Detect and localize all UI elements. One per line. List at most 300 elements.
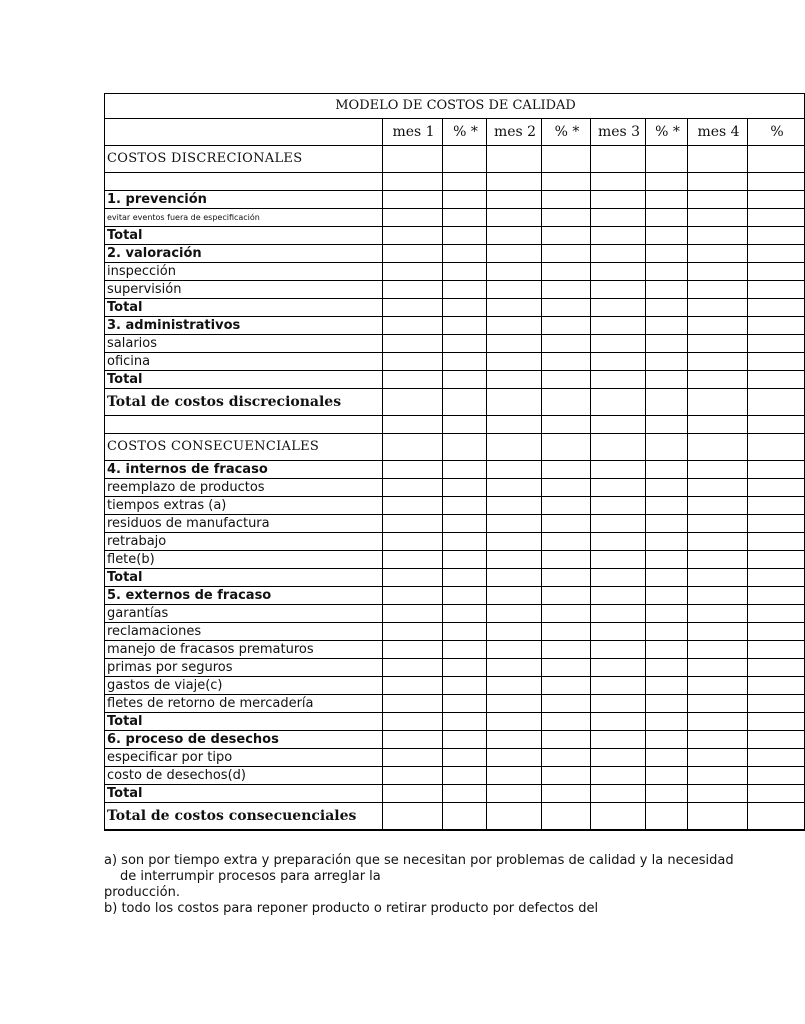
value-cell bbox=[646, 263, 688, 281]
value-cell bbox=[748, 551, 805, 569]
value-cell bbox=[443, 731, 487, 749]
value-cell bbox=[487, 533, 542, 551]
value-cell bbox=[383, 497, 443, 515]
value-cell bbox=[688, 785, 748, 803]
column-header: % * bbox=[542, 119, 591, 146]
row-label: 3. administrativos bbox=[105, 317, 383, 335]
value-cell bbox=[646, 209, 688, 227]
value-cell bbox=[646, 389, 688, 416]
value-cell bbox=[487, 299, 542, 317]
value-cell bbox=[542, 416, 591, 434]
value-cell bbox=[487, 623, 542, 641]
value-cell bbox=[688, 533, 748, 551]
value-cell bbox=[748, 209, 805, 227]
value-cell bbox=[748, 353, 805, 371]
value-cell bbox=[591, 731, 646, 749]
value-cell bbox=[646, 191, 688, 209]
value-cell bbox=[688, 803, 748, 831]
value-cell bbox=[646, 497, 688, 515]
value-cell bbox=[688, 245, 748, 263]
row-label: costo de desechos(d) bbox=[105, 767, 383, 785]
value-cell bbox=[487, 353, 542, 371]
value-cell bbox=[646, 803, 688, 831]
value-cell bbox=[487, 191, 542, 209]
value-cell bbox=[383, 767, 443, 785]
value-cell bbox=[487, 713, 542, 731]
value-cell bbox=[487, 389, 542, 416]
value-cell bbox=[542, 785, 591, 803]
value-cell bbox=[542, 659, 591, 677]
table-row bbox=[105, 479, 805, 497]
value-cell bbox=[542, 551, 591, 569]
value-cell bbox=[646, 245, 688, 263]
value-cell bbox=[443, 533, 487, 551]
table-row bbox=[105, 317, 805, 335]
value-cell bbox=[542, 173, 591, 191]
value-cell bbox=[443, 749, 487, 767]
column-header: mes 3 bbox=[591, 119, 646, 146]
value-cell bbox=[443, 227, 487, 245]
row-label: oficina bbox=[105, 353, 383, 371]
value-cell bbox=[591, 371, 646, 389]
row-label: 6. proceso de desechos bbox=[105, 731, 383, 749]
value-cell bbox=[748, 587, 805, 605]
footnote-b-line1: b) todo los costos para reponer producto o retirar producto por defectos del bbox=[104, 901, 599, 916]
table-row bbox=[105, 731, 805, 749]
value-cell bbox=[748, 299, 805, 317]
value-cell bbox=[748, 281, 805, 299]
value-cell bbox=[748, 803, 805, 831]
row-label: primas por seguros bbox=[105, 659, 383, 677]
value-cell bbox=[383, 569, 443, 587]
value-cell bbox=[542, 623, 591, 641]
value-cell bbox=[591, 245, 646, 263]
value-cell bbox=[688, 677, 748, 695]
table-row bbox=[105, 785, 805, 803]
value-cell bbox=[591, 551, 646, 569]
table-row bbox=[105, 335, 805, 353]
table-row bbox=[105, 767, 805, 785]
value-cell bbox=[688, 587, 748, 605]
value-cell bbox=[487, 173, 542, 191]
row-label: 2. valoración bbox=[105, 245, 383, 263]
value-cell bbox=[542, 281, 591, 299]
value-cell bbox=[443, 299, 487, 317]
value-cell bbox=[748, 479, 805, 497]
value-cell bbox=[748, 263, 805, 281]
value-cell bbox=[487, 245, 542, 263]
value-cell bbox=[542, 731, 591, 749]
value-cell bbox=[748, 146, 805, 173]
value-cell bbox=[487, 767, 542, 785]
value-cell bbox=[383, 479, 443, 497]
value-cell bbox=[487, 785, 542, 803]
row-label: COSTOS DISCRECIONALES bbox=[105, 146, 383, 173]
value-cell bbox=[646, 479, 688, 497]
value-cell bbox=[542, 533, 591, 551]
value-cell bbox=[748, 569, 805, 587]
value-cell bbox=[748, 605, 805, 623]
cost-model-table bbox=[104, 93, 805, 831]
value-cell bbox=[383, 731, 443, 749]
value-cell bbox=[591, 533, 646, 551]
value-cell bbox=[443, 281, 487, 299]
value-cell bbox=[591, 587, 646, 605]
value-cell bbox=[443, 623, 487, 641]
value-cell bbox=[443, 317, 487, 335]
value-cell bbox=[383, 209, 443, 227]
value-cell bbox=[646, 317, 688, 335]
value-cell bbox=[688, 209, 748, 227]
value-cell bbox=[688, 605, 748, 623]
row-label: reemplazo de productos bbox=[105, 479, 383, 497]
value-cell bbox=[443, 191, 487, 209]
value-cell bbox=[688, 569, 748, 587]
value-cell bbox=[487, 263, 542, 281]
value-cell bbox=[688, 173, 748, 191]
table-row bbox=[105, 416, 805, 434]
value-cell bbox=[591, 146, 646, 173]
value-cell bbox=[383, 227, 443, 245]
value-cell bbox=[487, 659, 542, 677]
value-cell bbox=[646, 749, 688, 767]
value-cell bbox=[443, 713, 487, 731]
value-cell bbox=[542, 263, 591, 281]
value-cell bbox=[591, 605, 646, 623]
value-cell bbox=[443, 605, 487, 623]
row-label bbox=[105, 416, 383, 434]
value-cell bbox=[591, 173, 646, 191]
table-row bbox=[105, 245, 805, 263]
row-label: Total bbox=[105, 299, 383, 317]
value-cell bbox=[748, 515, 805, 533]
value-cell bbox=[487, 695, 542, 713]
row-label bbox=[105, 173, 383, 191]
value-cell bbox=[591, 785, 646, 803]
value-cell bbox=[646, 731, 688, 749]
table-row bbox=[105, 677, 805, 695]
value-cell bbox=[591, 623, 646, 641]
value-cell bbox=[591, 209, 646, 227]
value-cell bbox=[748, 434, 805, 461]
value-cell bbox=[443, 245, 487, 263]
value-cell bbox=[383, 146, 443, 173]
row-label: tiempos extras (a) bbox=[105, 497, 383, 515]
value-cell bbox=[591, 317, 646, 335]
value-cell bbox=[591, 497, 646, 515]
value-cell bbox=[542, 587, 591, 605]
value-cell bbox=[542, 497, 591, 515]
value-cell bbox=[487, 641, 542, 659]
table-row bbox=[105, 389, 805, 416]
value-cell bbox=[542, 353, 591, 371]
value-cell bbox=[591, 191, 646, 209]
value-cell bbox=[748, 389, 805, 416]
row-label: Total bbox=[105, 713, 383, 731]
value-cell bbox=[646, 335, 688, 353]
table-row bbox=[105, 749, 805, 767]
row-label: COSTOS CONSECUENCIALES bbox=[105, 434, 383, 461]
header-label-cell bbox=[105, 119, 383, 146]
footnotes bbox=[104, 853, 768, 917]
value-cell bbox=[542, 695, 591, 713]
value-cell bbox=[688, 371, 748, 389]
value-cell bbox=[542, 245, 591, 263]
value-cell bbox=[748, 641, 805, 659]
value-cell bbox=[487, 209, 542, 227]
value-cell bbox=[688, 434, 748, 461]
table-row bbox=[105, 299, 805, 317]
value-cell bbox=[688, 731, 748, 749]
value-cell bbox=[688, 461, 748, 479]
table-row bbox=[105, 209, 805, 227]
value-cell bbox=[688, 749, 748, 767]
value-cell bbox=[443, 353, 487, 371]
value-cell bbox=[748, 785, 805, 803]
value-cell bbox=[646, 659, 688, 677]
value-cell bbox=[542, 677, 591, 695]
footnote-a-line2: de interrumpir procesos para arreglar la bbox=[120, 869, 381, 884]
value-cell bbox=[487, 434, 542, 461]
value-cell bbox=[748, 191, 805, 209]
value-cell bbox=[688, 335, 748, 353]
value-cell bbox=[542, 515, 591, 533]
value-cell bbox=[443, 263, 487, 281]
row-label: retrabajo bbox=[105, 533, 383, 551]
value-cell bbox=[487, 479, 542, 497]
value-cell bbox=[591, 299, 646, 317]
value-cell bbox=[443, 659, 487, 677]
value-cell bbox=[443, 785, 487, 803]
value-cell bbox=[688, 353, 748, 371]
value-cell bbox=[748, 416, 805, 434]
footnote-a-line1: a) son por tiempo extra y preparación que se necesitan por problemas de calidad y la necesidad bbox=[104, 853, 734, 868]
value-cell bbox=[688, 299, 748, 317]
table-row bbox=[105, 803, 805, 831]
row-label: manejo de fracasos prematuros bbox=[105, 641, 383, 659]
value-cell bbox=[383, 533, 443, 551]
table-row bbox=[105, 461, 805, 479]
value-cell bbox=[646, 677, 688, 695]
value-cell bbox=[542, 209, 591, 227]
value-cell bbox=[383, 695, 443, 713]
value-cell bbox=[542, 569, 591, 587]
value-cell bbox=[487, 371, 542, 389]
row-label: Total bbox=[105, 371, 383, 389]
value-cell bbox=[542, 641, 591, 659]
table-row bbox=[105, 146, 805, 173]
table-row bbox=[105, 173, 805, 191]
value-cell bbox=[443, 173, 487, 191]
value-cell bbox=[591, 434, 646, 461]
value-cell bbox=[542, 389, 591, 416]
value-cell bbox=[542, 461, 591, 479]
value-cell bbox=[591, 227, 646, 245]
row-label: 1. prevención bbox=[105, 191, 383, 209]
value-cell bbox=[487, 461, 542, 479]
value-cell bbox=[591, 389, 646, 416]
value-cell bbox=[443, 389, 487, 416]
value-cell bbox=[748, 371, 805, 389]
value-cell bbox=[487, 551, 542, 569]
value-cell bbox=[383, 281, 443, 299]
value-cell bbox=[688, 281, 748, 299]
value-cell bbox=[443, 677, 487, 695]
row-label: salarios bbox=[105, 335, 383, 353]
value-cell bbox=[646, 623, 688, 641]
value-cell bbox=[748, 461, 805, 479]
value-cell bbox=[591, 677, 646, 695]
value-cell bbox=[646, 587, 688, 605]
value-cell bbox=[487, 515, 542, 533]
value-cell bbox=[646, 281, 688, 299]
value-cell bbox=[591, 281, 646, 299]
value-cell bbox=[646, 461, 688, 479]
value-cell bbox=[383, 335, 443, 353]
value-cell bbox=[383, 434, 443, 461]
value-cell bbox=[443, 497, 487, 515]
column-header: mes 1 bbox=[383, 119, 443, 146]
value-cell bbox=[688, 695, 748, 713]
table-row bbox=[105, 641, 805, 659]
value-cell bbox=[383, 245, 443, 263]
value-cell bbox=[591, 479, 646, 497]
value-cell bbox=[443, 335, 487, 353]
table-title: MODELO DE COSTOS DE CALIDAD bbox=[105, 94, 805, 119]
row-label: fletes de retorno de mercadería bbox=[105, 695, 383, 713]
value-cell bbox=[383, 416, 443, 434]
value-cell bbox=[487, 569, 542, 587]
column-header: mes 2 bbox=[487, 119, 542, 146]
value-cell bbox=[487, 731, 542, 749]
value-cell bbox=[383, 551, 443, 569]
value-cell bbox=[542, 146, 591, 173]
value-cell bbox=[591, 515, 646, 533]
value-cell bbox=[487, 677, 542, 695]
table-row bbox=[105, 569, 805, 587]
value-cell bbox=[383, 623, 443, 641]
value-cell bbox=[748, 317, 805, 335]
value-cell bbox=[748, 623, 805, 641]
row-label: 5. externos de fracaso bbox=[105, 587, 383, 605]
value-cell bbox=[487, 605, 542, 623]
table-row bbox=[105, 515, 805, 533]
value-cell bbox=[443, 371, 487, 389]
value-cell bbox=[688, 146, 748, 173]
value-cell bbox=[748, 497, 805, 515]
row-label: Total bbox=[105, 227, 383, 245]
value-cell bbox=[646, 416, 688, 434]
value-cell bbox=[443, 551, 487, 569]
value-cell bbox=[646, 605, 688, 623]
value-cell bbox=[443, 641, 487, 659]
value-cell bbox=[591, 659, 646, 677]
value-cell bbox=[591, 767, 646, 785]
value-cell bbox=[688, 317, 748, 335]
value-cell bbox=[748, 767, 805, 785]
value-cell bbox=[646, 767, 688, 785]
value-cell bbox=[443, 515, 487, 533]
value-cell bbox=[591, 461, 646, 479]
value-cell bbox=[748, 659, 805, 677]
value-cell bbox=[646, 515, 688, 533]
table-row bbox=[105, 713, 805, 731]
value-cell bbox=[748, 173, 805, 191]
value-cell bbox=[487, 317, 542, 335]
value-cell bbox=[591, 713, 646, 731]
value-cell bbox=[646, 173, 688, 191]
table-row bbox=[105, 371, 805, 389]
value-cell bbox=[748, 749, 805, 767]
value-cell bbox=[542, 299, 591, 317]
row-label: 4. internos de fracaso bbox=[105, 461, 383, 479]
value-cell bbox=[383, 191, 443, 209]
value-cell bbox=[646, 227, 688, 245]
value-cell bbox=[383, 515, 443, 533]
value-cell bbox=[688, 623, 748, 641]
value-cell bbox=[383, 749, 443, 767]
table-row bbox=[105, 551, 805, 569]
value-cell bbox=[383, 353, 443, 371]
value-cell bbox=[542, 371, 591, 389]
value-cell bbox=[487, 335, 542, 353]
value-cell bbox=[443, 146, 487, 173]
value-cell bbox=[487, 749, 542, 767]
table-row bbox=[105, 227, 805, 245]
value-cell bbox=[542, 434, 591, 461]
value-cell bbox=[542, 317, 591, 335]
row-label: residuos de manufactura bbox=[105, 515, 383, 533]
value-cell bbox=[591, 695, 646, 713]
value-cell bbox=[646, 569, 688, 587]
value-cell bbox=[748, 731, 805, 749]
value-cell bbox=[383, 803, 443, 831]
table-row bbox=[105, 605, 805, 623]
value-cell bbox=[443, 587, 487, 605]
value-cell bbox=[688, 191, 748, 209]
row-label: supervisión bbox=[105, 281, 383, 299]
value-cell bbox=[646, 434, 688, 461]
value-cell bbox=[383, 641, 443, 659]
value-cell bbox=[591, 263, 646, 281]
value-cell bbox=[487, 227, 542, 245]
table-row bbox=[105, 497, 805, 515]
row-label: gastos de viaje(c) bbox=[105, 677, 383, 695]
value-cell bbox=[383, 659, 443, 677]
value-cell bbox=[591, 749, 646, 767]
value-cell bbox=[646, 713, 688, 731]
value-cell bbox=[591, 335, 646, 353]
value-cell bbox=[646, 146, 688, 173]
value-cell bbox=[748, 677, 805, 695]
table-row bbox=[105, 623, 805, 641]
value-cell bbox=[688, 641, 748, 659]
value-cell bbox=[748, 227, 805, 245]
value-cell bbox=[443, 803, 487, 831]
value-cell bbox=[646, 695, 688, 713]
value-cell bbox=[383, 299, 443, 317]
value-cell bbox=[443, 209, 487, 227]
value-cell bbox=[542, 605, 591, 623]
table-row bbox=[105, 533, 805, 551]
value-cell bbox=[487, 281, 542, 299]
value-cell bbox=[688, 479, 748, 497]
value-cell bbox=[748, 533, 805, 551]
value-cell bbox=[443, 479, 487, 497]
value-cell bbox=[443, 767, 487, 785]
value-cell bbox=[542, 803, 591, 831]
value-cell bbox=[688, 767, 748, 785]
